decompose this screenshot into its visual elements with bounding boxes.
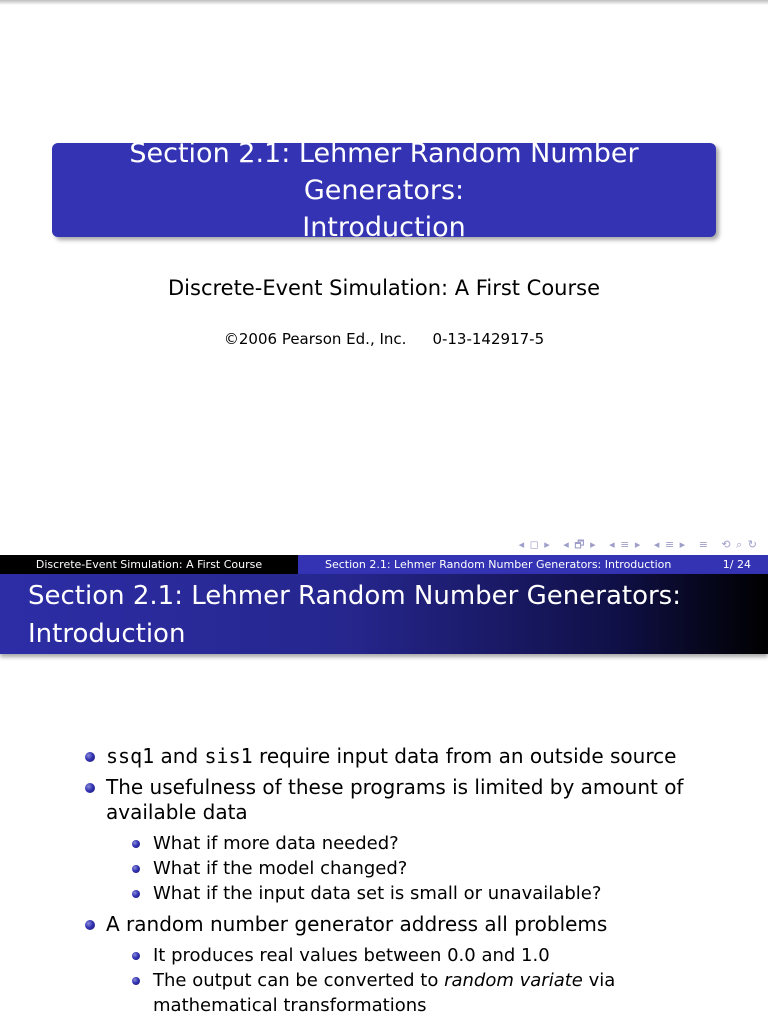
sub-list-item	[0, 856, 673, 881]
isbn-text: 0-13-142917-5	[432, 330, 545, 348]
copyright-line	[0, 330, 768, 348]
sub-list	[0, 943, 768, 1018]
sub-bullet-icon	[132, 977, 140, 985]
bullet-text: A random number generator address all problems	[106, 912, 608, 936]
bullet-icon	[85, 752, 95, 762]
nav-section-icon[interactable]: ◂ ≡ ▸	[609, 538, 642, 551]
footer-right-panel	[298, 555, 768, 574]
sub-bullet-icon	[132, 952, 140, 960]
slide-content	[0, 744, 768, 1024]
sub-list-item	[0, 943, 673, 968]
sub-bullet-text: The output can be converted to	[153, 970, 445, 991]
sub-bullet-text: via mathematical transformations	[153, 970, 616, 1016]
nav-search-back-icon[interactable]: ⟲ ⌕ ↻	[721, 538, 758, 551]
sub-bullet-icon	[132, 840, 140, 848]
sub-bullet-text: What if more data needed?	[153, 833, 399, 854]
sub-list	[0, 831, 768, 906]
frame-title-line-1: Section 2.1: Lehmer Random Number Generators:	[28, 581, 681, 611]
footer-course-title: Discrete-Event Simulation: A First Course	[0, 555, 298, 574]
copyright-text: ©2006 Pearson Ed., Inc.	[223, 330, 407, 348]
frame-title-text	[28, 577, 681, 653]
footer-bar	[0, 555, 768, 574]
nav-appendix-icon[interactable]: ≡	[698, 538, 709, 551]
bullet-text: and	[154, 744, 205, 768]
nav-document-icon[interactable]: ◂ ≡ ▸	[653, 538, 687, 551]
sub-list-item	[0, 881, 673, 906]
frame-title-line-2: Introduction	[28, 619, 186, 649]
sub-bullet-icon	[132, 890, 140, 898]
sub-bullet-text: It produces real values between 0.0 and 1.0	[153, 945, 550, 966]
list-item	[0, 775, 686, 825]
sub-bullet-text: What if the input data set is small or unavailable?	[153, 883, 602, 904]
list-item	[0, 744, 686, 769]
bullet-text: The usefulness of these programs is limited by amount of available data	[106, 775, 684, 824]
navigation-symbols[interactable]	[511, 536, 758, 555]
list-item	[0, 912, 686, 937]
nav-subsection-icon[interactable]: ◂ 🗗 ▸	[563, 538, 597, 551]
course-subtitle: Discrete-Event Simulation: A First Course	[168, 276, 600, 300]
bullet-icon	[85, 920, 95, 930]
code-ssq1: ssq1	[106, 744, 155, 768]
nav-frame-icon[interactable]: ◂ ◻ ▸	[518, 538, 551, 551]
code-sis1: sis1	[204, 744, 253, 768]
sub-bullet-icon	[132, 865, 140, 873]
footer-section-title: Section 2.1: Lehmer Random Number Generators: Introduction	[325, 558, 672, 571]
title-slide-box	[52, 137, 716, 243]
top-edge-shadow	[0, 0, 768, 5]
title-line-1: Section 2.1: Lehmer Random Number Generators:	[129, 137, 639, 206]
frame-title-bar	[0, 574, 768, 654]
sub-list-item	[0, 968, 673, 1018]
sub-bullet-text: What if the model changed?	[153, 858, 408, 879]
bullet-icon	[85, 783, 95, 793]
sub-list-item	[0, 831, 673, 856]
bullet-text: require input data from an outside source	[252, 744, 677, 768]
title-line-2: Introduction	[302, 211, 466, 243]
footer-page-number: 1/ 24	[722, 558, 751, 571]
emphasis-random-variate: random variate	[444, 970, 583, 991]
